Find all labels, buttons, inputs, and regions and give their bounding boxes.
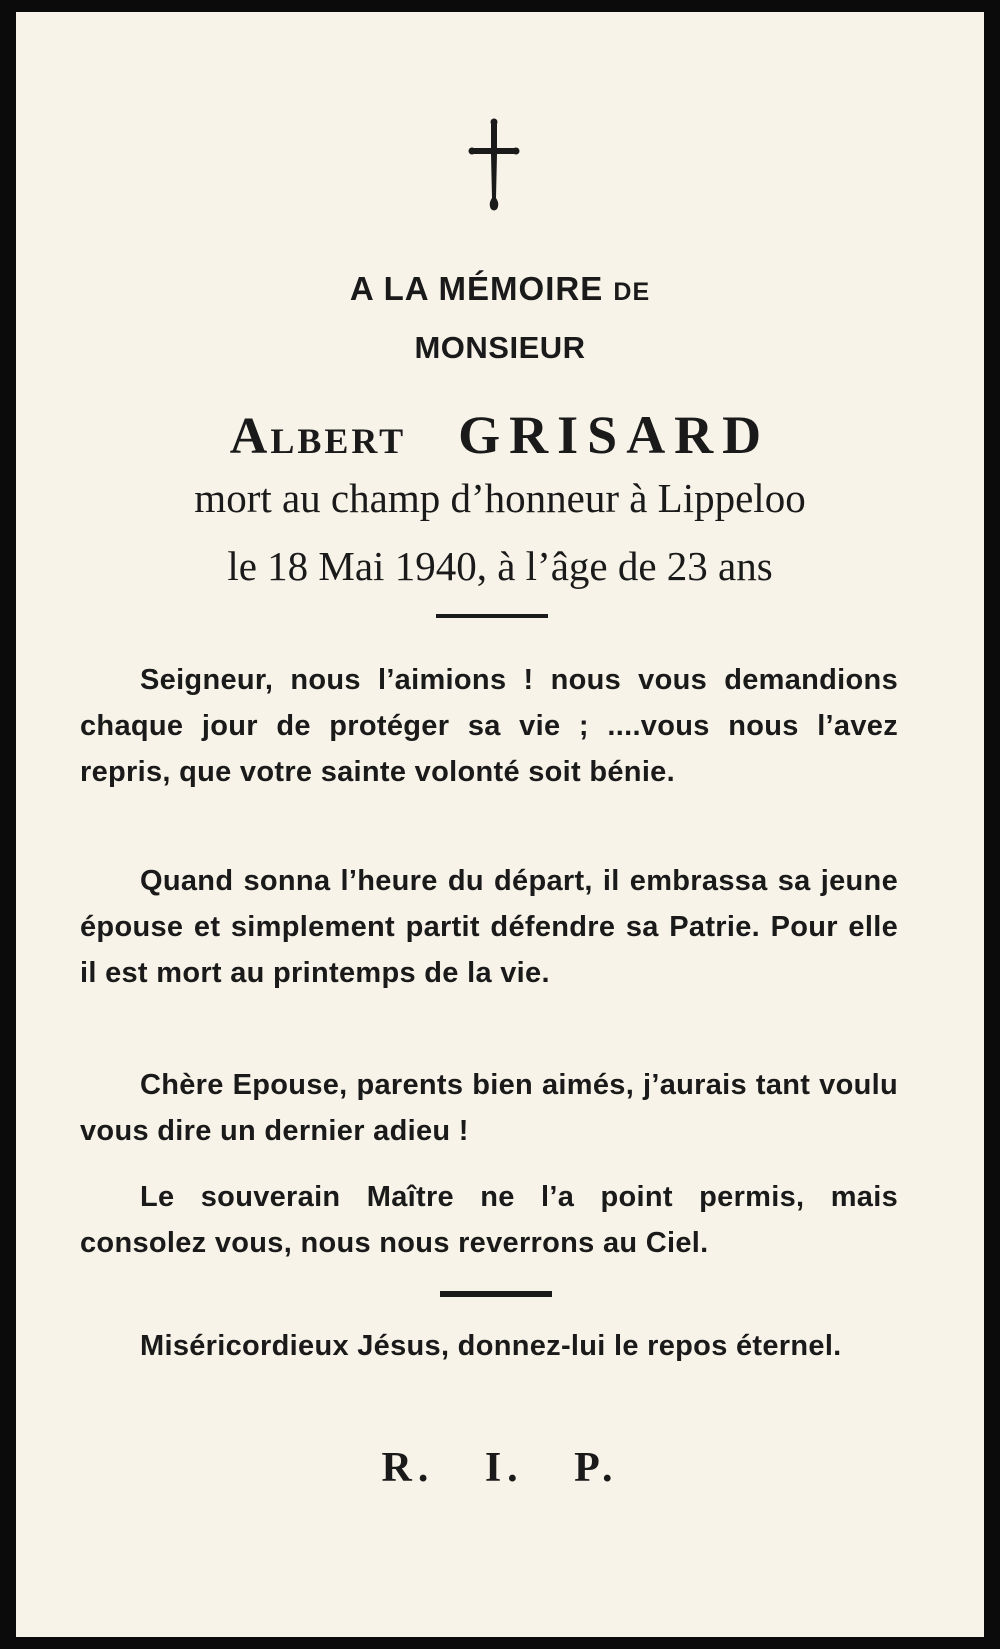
heading-memoire bbox=[16, 270, 984, 308]
death-date-line: le 18 Mai 1940, à l’âge de 23 ans bbox=[227, 543, 773, 589]
paragraph-prayer-2: Quand sonna l’heure du départ, il embrassa sa jeune épouse et simplement partit défendre sa Patrie. Pour elle il est mort au printemps de la vie. bbox=[80, 865, 898, 989]
heading-memoire-de: DE bbox=[613, 278, 651, 306]
deceased-name bbox=[16, 404, 984, 466]
divider-bottom bbox=[440, 1291, 552, 1297]
rip-text: R. I. P. bbox=[381, 1445, 619, 1491]
paragraph-prayer-5: Miséricordieux Jésus, donnez-lui le repos éternel. bbox=[140, 1330, 842, 1362]
last-name: GRISARD bbox=[458, 405, 771, 465]
death-place-line: mort au champ d’honneur à Lippeloo bbox=[194, 475, 806, 521]
paragraph-prayer-1: Seigneur, nous l’aimions ! nous vous demandions chaque jour de protéger sa vie ; ....vous nous l’avez repris, que votre sainte volonté soit bénie. bbox=[80, 664, 898, 788]
paragraph-prayer-3: Chère Epouse, parents bien aimés, j’aurais tant voulu vous dire un dernier adieu ! bbox=[80, 1069, 898, 1147]
heading-monsieur: MONSIEUR bbox=[414, 330, 586, 365]
heading-memoire-text: A LA MÉMOIRE bbox=[349, 270, 604, 307]
paragraph-prayer-4: Le souverain Maître ne l’a point permis, mais consolez vous, nous nous reverrons au Ciel. bbox=[80, 1181, 898, 1259]
divider-top bbox=[436, 614, 548, 618]
first-name: Albert bbox=[229, 408, 407, 465]
latin-cross-icon bbox=[464, 116, 524, 216]
memorial-card bbox=[16, 12, 984, 1637]
